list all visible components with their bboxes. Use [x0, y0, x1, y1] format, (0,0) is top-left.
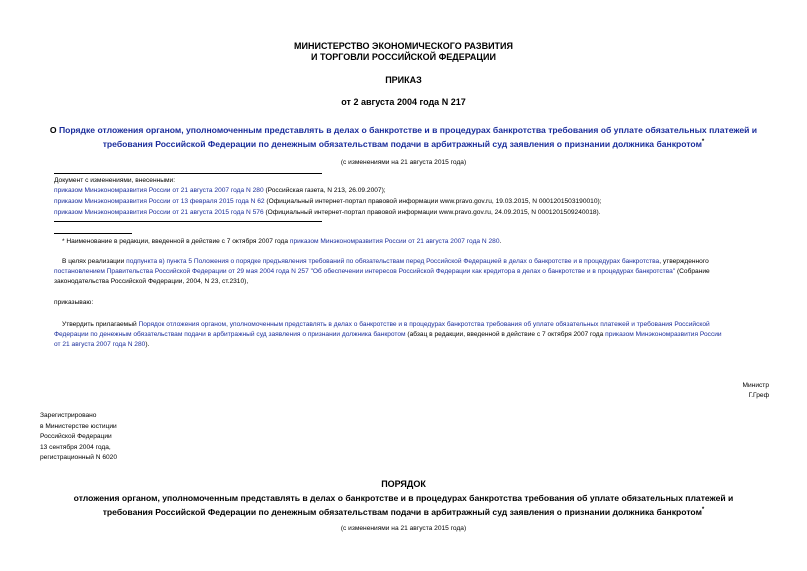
registration-line: регистрационный N 6020	[40, 454, 118, 461]
p2-link-2[interactable]: Федерации по денежным обязательствам подачи в арбитражный суд заявления о признании должника банкротом	[54, 331, 406, 338]
footnote-end: .	[499, 238, 502, 245]
p2-text-3: ).	[145, 341, 150, 348]
registration-line: в Министерстве юстиции	[40, 422, 117, 430]
amendment-text: (Официальный интернет-портал правовой информации www.pravo.gov.ru, 19.03.2015, N 0001201503190010);	[264, 198, 602, 205]
title-link-1[interactable]: Порядке отложения органом, уполномоченным представлять в делах о банкротстве и в процедурах банкротства требования об уплате обязательных платежей и	[58, 125, 758, 135]
registration-line: 13 сентября 2004 года,	[40, 443, 111, 451]
p1-link-1[interactable]: подпункта в) пункта 5 Положения о порядке предъявления требований по обязательствам перед Российской Федерацией в делах о банкротстве и в процедурах банкротства	[126, 258, 660, 265]
doc-type: ПРИКАЗ	[385, 75, 422, 85]
order-asterisk: *	[701, 507, 705, 513]
changes-note: (с изменениями на 21 августа 2015 года)	[340, 159, 467, 166]
order-changes-note: (с изменениями на 21 августа 2015 года)	[340, 525, 467, 532]
amendment-text: (Официальный интернет-портал правовой информации www.pravo.gov.ru, 24.09.2015, N 0001201509240018).	[263, 209, 601, 216]
registration-line: Российской Федерации	[40, 433, 112, 440]
p1-link-2[interactable]: постановлением Правительства Российской Федерации от 29 мая 2004 года N 257 "Об обеспечении интересов Российской Федерации как кредитора в делах о банкротстве и в процедурах банкротства"	[54, 268, 676, 275]
amendment-item	[54, 208, 601, 217]
order-line-2	[40, 504, 767, 518]
p1-text-1: В целях реализации	[62, 258, 127, 265]
p1-text-4: законодательства Российской Федерации, 2004, N 23, ст.2310),	[54, 278, 249, 285]
registration-block	[40, 411, 117, 464]
registration-line: Зарегистрировано	[40, 412, 97, 419]
order-line-2-text: требования Российской Федерации по денежным обязательствам подачи в арбитражный суд заявления о признании должника банкротом	[102, 506, 702, 517]
doc-date: от 2 августа 2004 года N 217	[341, 97, 466, 107]
footnote	[62, 237, 501, 246]
doc-title-line-2	[40, 136, 767, 150]
divider-top	[54, 173, 322, 174]
p1-text-3: (Собрание	[675, 268, 710, 275]
amendment-item	[54, 186, 386, 195]
p2-link-1[interactable]: Порядок отложения органом, уполномоченным представлять в делах о банкротстве и в процедурах банкротства требования об уплате обязательных платежей и требования Российской	[138, 321, 710, 328]
amendment-item	[54, 197, 602, 206]
footnote-link[interactable]: приказом Минэкономразвития России от 21 августа 2007 года N 280	[289, 238, 500, 245]
order-heading: ПОРЯДОК	[381, 479, 426, 489]
amendment-text: (Российская газета, N 213, 26.09.2007);	[263, 187, 386, 194]
signature-position: Министр	[742, 382, 769, 389]
ministry-line-2: И ТОРГОВЛИ РОССИЙСКОЙ ФЕДЕРАЦИИ	[311, 52, 496, 62]
p2-text-1: Утвердить прилагаемый	[62, 321, 139, 328]
p2-text-2: (абзац в редакции, введенной в действие с 7 октября 2007 года	[405, 331, 606, 338]
prikazyvayu: приказываю:	[54, 299, 94, 306]
paragraph-1	[54, 257, 768, 287]
ministry-line-1: МИНИСТЕРСТВО ЭКОНОМИЧЕСКОГО РАЗВИТИЯ	[294, 41, 513, 51]
signature-name: Г.Греф	[748, 392, 769, 399]
p1-text-2: , утвержденного	[659, 258, 709, 265]
paragraph-2	[54, 320, 768, 350]
amendment-link[interactable]: приказом Минэкономразвития России от 21 августа 2015 года N 576	[54, 209, 264, 216]
divider-bottom	[54, 221, 322, 222]
order-line-1: отложения органом, уполномоченным представлять в делах о банкротстве и в процедурах банкротства требования об уплате обязательных платежей и	[73, 493, 734, 503]
footnote-divider	[54, 233, 132, 234]
title-link-2[interactable]: требования Российской Федерации по денежным обязательствам подачи в арбитражный суд заявления о признании должника банкротом	[102, 138, 702, 149]
footnote-text: * Наименование в редакции, введенной в действие с 7 октября 2007 года	[62, 238, 290, 245]
signature	[743, 381, 770, 400]
p2-link-3[interactable]: приказом Минэкономразвития России	[605, 331, 722, 338]
amendments-intro: Документ с изменениями, внесенными:	[54, 177, 176, 184]
title-prefix: О	[49, 125, 59, 135]
p2-link-4[interactable]: от 21 августа 2007 года N 280	[54, 341, 146, 348]
doc-title-line-1	[40, 124, 767, 136]
amendment-link[interactable]: приказом Минэкономразвития России от 21 августа 2007 года N 280	[54, 187, 264, 194]
amendment-link[interactable]: приказом Минэкономразвития России от 13 февраля 2015 года N 62	[54, 198, 265, 205]
title-asterisk: *	[701, 139, 705, 145]
